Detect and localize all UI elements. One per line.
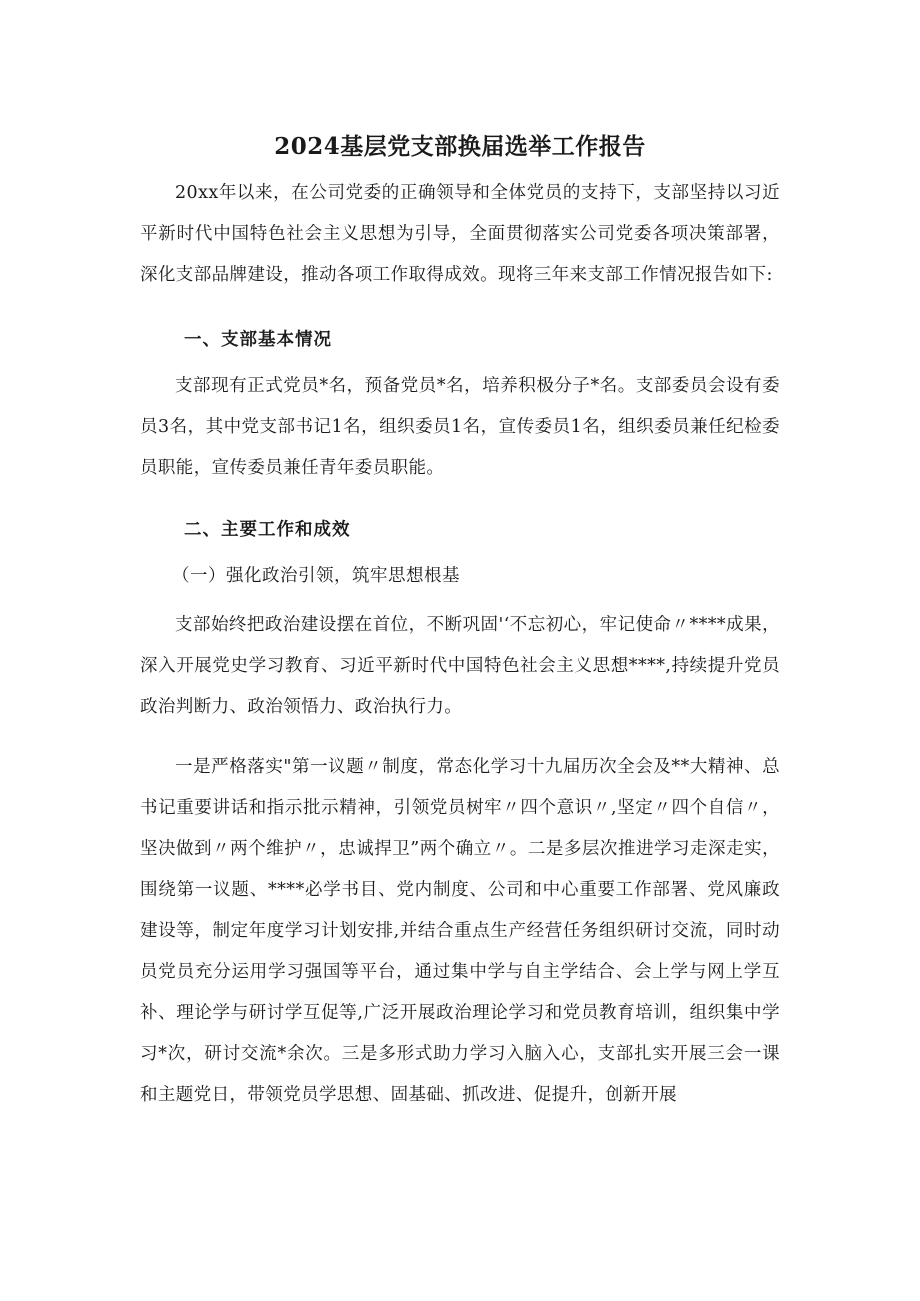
- study-measures-paragraph: 一是严格落实"第一议题〃制度，常态化学习十九届历次全会及**大精神、总书记重要讲话和指示批示精神，引领党员树牢〃四个意识〃,坚定〃四个自信〃，坚决做到〃两个维护〃，忠诚捍卫”两个确立〃。二是多层次推进学习走深走实，围绕第一议题、****必学书目、党内制度、公司和中心重要工作部署、党风廉政建设等，制定年度学习计划安排,并结合重点生产经营任务组织研讨交流，同时动员党员充分运用学习强国等平台，通过集中学与自主学结合、会上学与网上学互补、理论学与研讨学互促等,广泛开展政治理论学习和党员教育培训，组织集中学习*次，研讨交流*余次。三是多形式助力学习入脑入心，支部扎实开展三会一课和主题党日，带领党员学思想、固基础、抓改进、促提升，创新开展: [140, 757, 780, 1105]
- subsection-heading-political-leadership: （一）强化政治引领，筑牢思想根基: [172, 566, 460, 586]
- section-heading-main-work: 二、主要工作和成效: [184, 520, 351, 540]
- intro-paragraph: 20xx年以来，在公司党委的正确领导和全体党员的支持下，支部坚持以习近平新时代中国特色社会主义思想为引导，全面贯彻落实公司党委各项决策部署，深化支部品牌建设，推动各项工作取得成效。现将三年来支部工作情况报告如下:: [140, 183, 780, 285]
- political-leadership-paragraph: 支部始终把政治建设摆在首位，不断巩固'‘不忘初心，牢记使命〃****成果，深入开展党史学习教育、习近平新时代中国特色社会主义思想****,持续提升党员政治判断力、政治领悟力、政治执行力。: [140, 615, 780, 717]
- document-title: 2024基层党支部换届选举工作报告: [274, 133, 646, 160]
- basic-info-paragraph: 支部现有正式党员*名，预备党员*名，培养积极分子*名。支部委员会设有委员3名，其中党支部书记1名，组织委员1名，宣传委员1名，组织委员兼任纪检委员职能，宣传委员兼任青年委员职能。: [140, 376, 780, 478]
- section-heading-basic-info: 一、支部基本情况: [184, 330, 332, 350]
